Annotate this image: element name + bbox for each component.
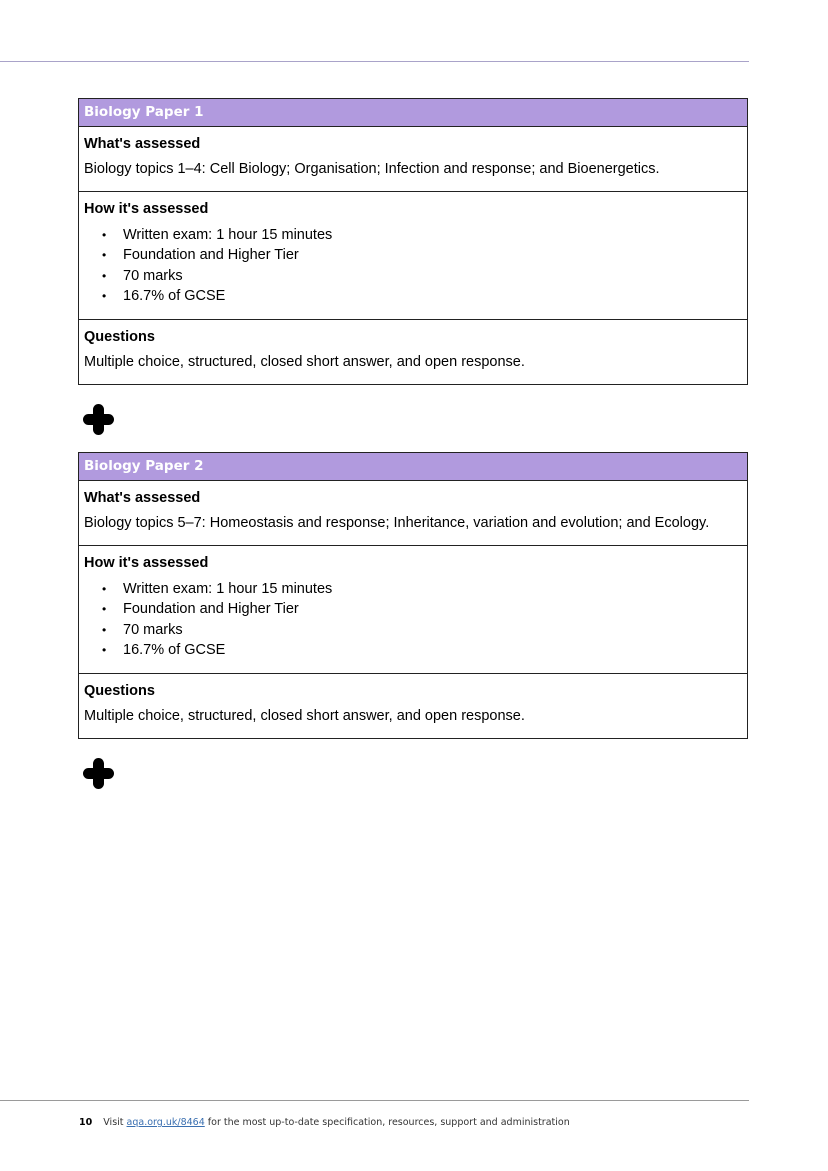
section-heading: How it's assessed (84, 555, 209, 571)
footer-suffix: for the most up-to-date specification, resources, support and administration (207, 1117, 570, 1128)
plus-icon (83, 758, 114, 789)
footer-prefix: Visit (103, 1117, 124, 1128)
list-item-text: Written exam: 1 hour 15 minutes (123, 227, 333, 243)
bullet-icon: • (102, 268, 107, 283)
page-footer (79, 1117, 570, 1128)
paper-2-table (78, 452, 748, 739)
bullet-icon: • (102, 643, 107, 658)
paper-1-how-assessed (79, 192, 747, 320)
section-heading: How it's assessed (84, 201, 209, 217)
bullet-icon: • (102, 248, 107, 263)
list-item (84, 286, 742, 306)
list-item (84, 640, 742, 660)
section-text: Biology topics 1–4: Cell Biology; Organisation; Infection and response; and Bioenergetics. (84, 161, 660, 177)
page-number: 10 (79, 1117, 93, 1128)
bullet-icon: • (102, 582, 107, 596)
list-item (84, 620, 742, 640)
list-item (84, 266, 742, 286)
section-heading: What's assessed (84, 490, 201, 506)
list-item (84, 245, 742, 265)
spec-link[interactable]: aqa.org.uk/8464 (126, 1117, 205, 1128)
paper-1-table (78, 98, 748, 385)
assessment-list (84, 579, 742, 661)
section-text: Multiple choice, structured, closed short answer, and open response. (84, 354, 525, 370)
paper-1-title: Biology Paper 1 (79, 99, 747, 127)
footer-divider (0, 1100, 749, 1101)
list-item-text: 16.7% of GCSE (123, 288, 226, 305)
top-divider (0, 61, 749, 62)
paper-1-whats-assessed (79, 127, 747, 192)
section-heading: Questions (84, 329, 155, 345)
list-item-text: 16.7% of GCSE (123, 642, 226, 659)
list-item-text: Foundation and Higher Tier (123, 601, 299, 618)
paper-2-title: Biology Paper 2 (79, 453, 747, 481)
bullet-icon: • (102, 622, 107, 637)
paper-2-how-assessed (79, 546, 747, 674)
list-item-text: 70 marks (123, 267, 183, 284)
paper-2-questions (79, 674, 747, 738)
bullet-icon: • (102, 602, 107, 617)
bullet-icon: • (102, 289, 107, 304)
list-item (84, 579, 742, 599)
list-item (84, 225, 742, 245)
section-text: Biology topics 5–7: Homeostasis and response; Inheritance, variation and evolution; and Ecology. (84, 515, 710, 531)
section-heading: Questions (84, 683, 155, 699)
section-text: Multiple choice, structured, closed short answer, and open response. (84, 708, 525, 724)
section-heading: What's assessed (84, 136, 201, 152)
list-item-text: 70 marks (123, 621, 183, 638)
list-item-text: Written exam: 1 hour 15 minutes (123, 581, 333, 597)
paper-2-whats-assessed (79, 481, 747, 546)
list-item (84, 599, 742, 619)
list-item-text: Foundation and Higher Tier (123, 247, 299, 264)
assessment-list (84, 225, 742, 307)
paper-1-questions (79, 320, 747, 384)
plus-icon (83, 404, 114, 435)
bullet-icon: • (102, 228, 107, 242)
